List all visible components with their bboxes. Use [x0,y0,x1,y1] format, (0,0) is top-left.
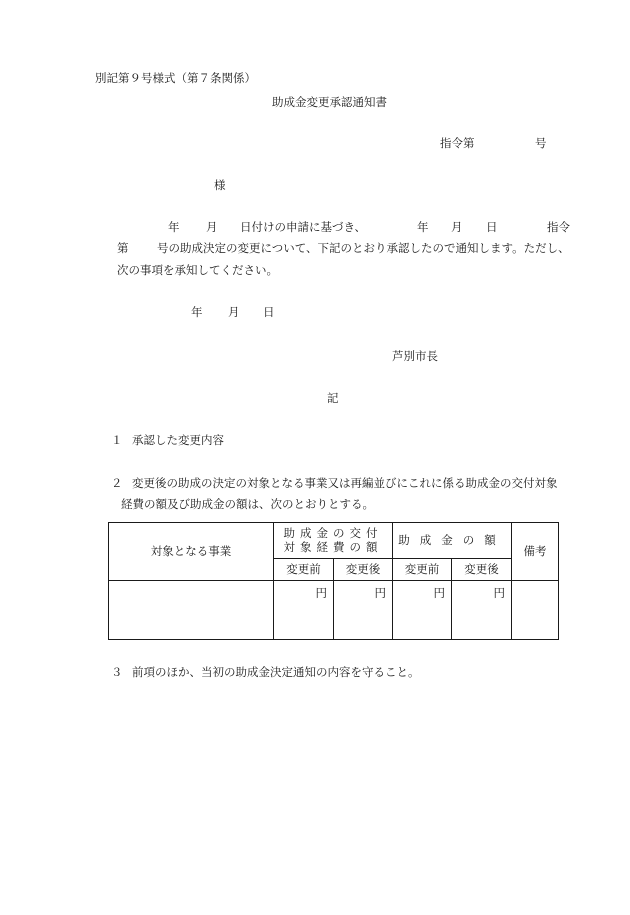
body-line3: 次の事項を承知してください。 [117,263,278,277]
header-business: 対象となる事業 [109,523,274,581]
item-1-text: 承認した変更内容 [132,433,224,447]
header-grant: 助成金の額 [393,523,512,559]
item-1-number: １ [111,433,123,447]
cell-grant-before: 円 [393,581,452,640]
body-year-2: 年 [417,220,429,234]
ref-suffix: 号 [535,136,547,150]
header-cost-before: 変更前 [274,559,334,581]
body-month-2: 月 [451,220,463,234]
issuer-name: 芦別市長 [392,349,438,363]
cell-business [109,581,274,640]
header-remarks: 備考 [512,523,559,581]
cell-cost-after: 円 [334,581,393,640]
header-cost-line1: 助成金の交付 [283,526,383,541]
body-line2-text: 号の助成決定の変更について、下記のとおり承認したので通知します。ただし、 [157,241,570,255]
cell-cost-before: 円 [274,581,334,640]
item-2-text-line2: 経費の額及び助成金の額は、次のとおりとする。 [121,497,374,511]
item-3-text: 前項のほか、当初の助成金決定通知の内容を守ること。 [132,665,420,679]
cell-remarks [512,581,559,640]
date-day: 日 [263,305,275,319]
table-row [109,581,559,640]
ref-prefix: 指令第 [440,136,475,150]
header-grant-before: 変更前 [393,559,452,581]
body-month-1: 月 [206,220,218,234]
item-2-number: ２ [111,476,123,490]
header-cost [274,523,393,559]
addressee-suffix: 様 [214,178,226,192]
date-month: 月 [228,305,240,319]
ki-heading: 記 [327,391,339,405]
item-2-text-line1: 変更後の助成の決定の対象となる事業又は再編並びにこれに係る助成金の交付対象 [132,476,558,490]
grant-table [108,522,559,640]
body-shirei: 指令 [547,220,570,234]
item-3-number: ３ [111,665,123,679]
document-title: 助成金変更承認通知書 [272,95,387,109]
body-day-text: 日付けの申請に基づき、 [240,220,367,234]
body-dai: 第 [117,241,129,255]
header-grant-after: 変更後 [452,559,512,581]
form-id: 別記第９号様式（第７条関係） [95,71,256,85]
body-day-2: 日 [486,220,498,234]
cell-grant-after: 円 [452,581,512,640]
header-cost-after: 変更後 [334,559,393,581]
body-year-1: 年 [168,220,180,234]
header-cost-line2: 対象経費の額 [283,539,383,554]
date-year: 年 [191,305,203,319]
